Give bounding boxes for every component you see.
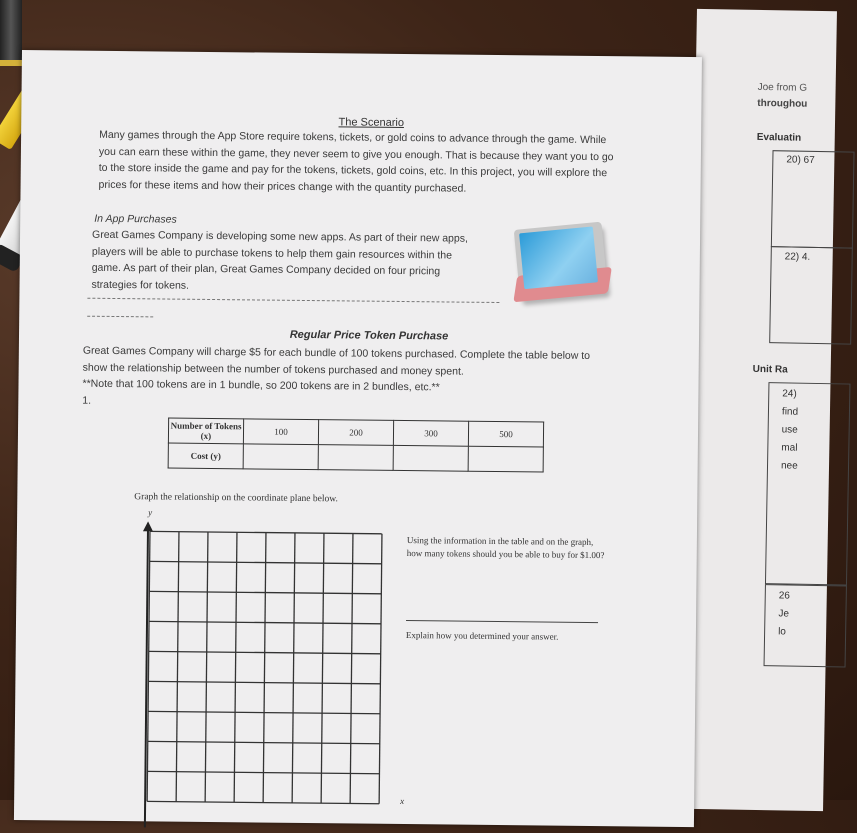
table-row [168,418,543,447]
page2-q24-5: nee [780,460,798,472]
tokens-per-dollar-question: Using the information in the table and on the graph, how many tokens should you be able to buy for $1.00? [406,535,605,561]
token-cost-table [168,418,545,473]
page2-q22: 22) 4. [784,251,811,263]
regular-line: **Note that 100 tokens are in 1 bundle, so 200 tokens are in 2 bundles, etc.** [82,377,440,394]
in-app-line: Great Games Company is developing some new apps. As part of their new apps, [92,228,468,245]
in-app-line: game. As part of their plan, Great Games Company decided on four pricing [91,261,441,278]
page2-q24-3: use [781,424,798,436]
grid-line-vertical [205,532,208,802]
cost-input-cell[interactable] [318,445,393,471]
page2-box-26 [764,584,847,667]
regular-price-title: Regular Price Token Purchase [289,328,449,343]
page2-q24-4: mal [781,442,798,454]
coordinate-grid[interactable] [146,531,385,803]
grid-line-vertical [234,532,237,802]
page2-q20: 20) 67 [786,154,815,166]
grid-line-vertical [292,533,295,803]
page2-box-24 [765,382,851,585]
table-cell: 100 [243,419,318,445]
grid-line-vertical [263,533,266,803]
pen-decoration [0,0,22,66]
question-number: 1. [82,394,92,407]
grid-line-vertical [321,533,324,803]
page2-line-1: Joe from G [757,81,808,94]
regular-line: show the relationship between the number of tokens purchased and money spent. [82,361,464,378]
in-app-paragraph [91,227,468,297]
page2-box-22 [769,246,853,344]
table-row [168,443,543,472]
page2-section-evaluating: Evaluatin [756,131,802,144]
grid-line-vertical [147,531,150,801]
y-axis-label: y [148,507,153,518]
ipad-screen [519,226,598,289]
page2-q26-3: lo [778,626,787,638]
dashed-divider [87,298,499,303]
ipad-image [514,222,608,300]
in-app-line: players will be able to purchase tokens to help them gain resources within the [91,245,453,262]
explain-prompt: Explain how you determined your answer. [405,630,559,642]
x-axis-label: x [400,796,405,807]
scenario-line: to the store inside the game and pay for the tokens, tickets, gold coins, etc. In this project, you will explore the [98,161,608,180]
in-app-line: strategies for tokens. [91,278,190,292]
grid-line-vertical [350,533,353,803]
regular-paragraph [82,343,590,414]
scenario-line: Many games through the App Store require tokens, tickets, or gold coins to advance through the game. While [99,128,607,147]
scenario-line: prices for these items and how their prices change with the quantity purchased. [98,178,467,195]
page2-line-2: throughou [757,97,808,110]
table-cell: 200 [318,420,393,446]
in-app-heading: In App Purchases [94,212,177,226]
table-cell: 300 [393,420,468,446]
cost-input-cell[interactable] [393,445,468,471]
grid-line-vertical [379,534,382,804]
answer-line[interactable] [406,620,598,623]
scenario-title: The Scenario [338,116,405,130]
tokens-header: Number of Tokens (x) [168,418,243,444]
worksheet-page [14,50,702,827]
page2-q24-2: find [781,406,799,418]
page2-q26-1: 26 [778,590,790,602]
table-cell: 500 [468,421,543,447]
grid-line-vertical [176,532,179,802]
graph-instruction: Graph the relationship on the coordinate plane below. [134,492,338,505]
cost-header: Cost (y) [168,443,243,469]
cost-input-cell[interactable] [468,446,543,472]
scenario-paragraph [99,127,614,198]
page2-q26-2: Je [778,608,790,620]
scenario-line: you can earn these within the game, they never seem to give you enough. That is because they want you to go [98,145,614,163]
dashed-divider-short [87,316,153,318]
page2-q24-1: 24) [782,388,797,400]
cost-input-cell[interactable] [243,444,318,470]
regular-line: Great Games Company will charge $5 for each bundle of 100 tokens purchased. Complete the table below to [82,344,591,362]
page2-section-unit-rate: Unit Ra [752,363,788,376]
